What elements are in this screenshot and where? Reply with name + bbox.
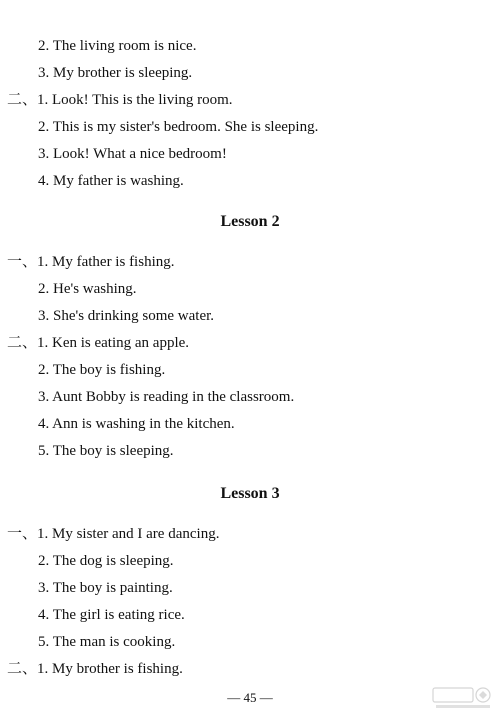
section-line: 一、1. My father is fishing. bbox=[7, 254, 175, 270]
lesson-3-heading: Lesson 3 bbox=[220, 485, 280, 502]
answer-line: 5. The man is cooking. bbox=[38, 634, 176, 650]
answer-line: 2. The dog is sleeping. bbox=[38, 553, 174, 569]
answer-line: 5. The boy is sleeping. bbox=[38, 443, 174, 459]
watermark-logo-icon bbox=[432, 685, 494, 711]
section-line: 二、1. Look! This is the living room. bbox=[7, 92, 233, 108]
answer-line: 2. The boy is fishing. bbox=[38, 362, 166, 378]
answer-line: 3. My brother is sleeping. bbox=[38, 65, 193, 81]
answer-line: 4. The girl is eating rice. bbox=[38, 607, 185, 623]
answer-line: 2. This is my sister's bedroom. She is sleeping. bbox=[38, 119, 319, 135]
answer-line: 2. The living room is nice. bbox=[38, 38, 197, 54]
answer-line: 3. The boy is painting. bbox=[38, 580, 173, 596]
section-line: 一、1. My sister and I are dancing. bbox=[7, 526, 220, 542]
section-line: 二、1. My brother is fishing. bbox=[7, 661, 183, 677]
answer-line: 3. Aunt Bobby is reading in the classroom. bbox=[38, 389, 295, 405]
section-line: 二、1. Ken is eating an apple. bbox=[7, 335, 190, 351]
lesson-2-heading: Lesson 2 bbox=[220, 213, 280, 230]
page-number: — 45 — bbox=[227, 690, 273, 705]
answer-line: 4. My father is washing. bbox=[38, 173, 184, 189]
answer-line: 2. He's washing. bbox=[38, 281, 137, 297]
answer-line: 3. Look! What a nice bedroom! bbox=[38, 146, 227, 162]
answer-line: 4. Ann is washing in the kitchen. bbox=[38, 416, 235, 432]
answer-line: 3. She's drinking some water. bbox=[38, 308, 215, 324]
